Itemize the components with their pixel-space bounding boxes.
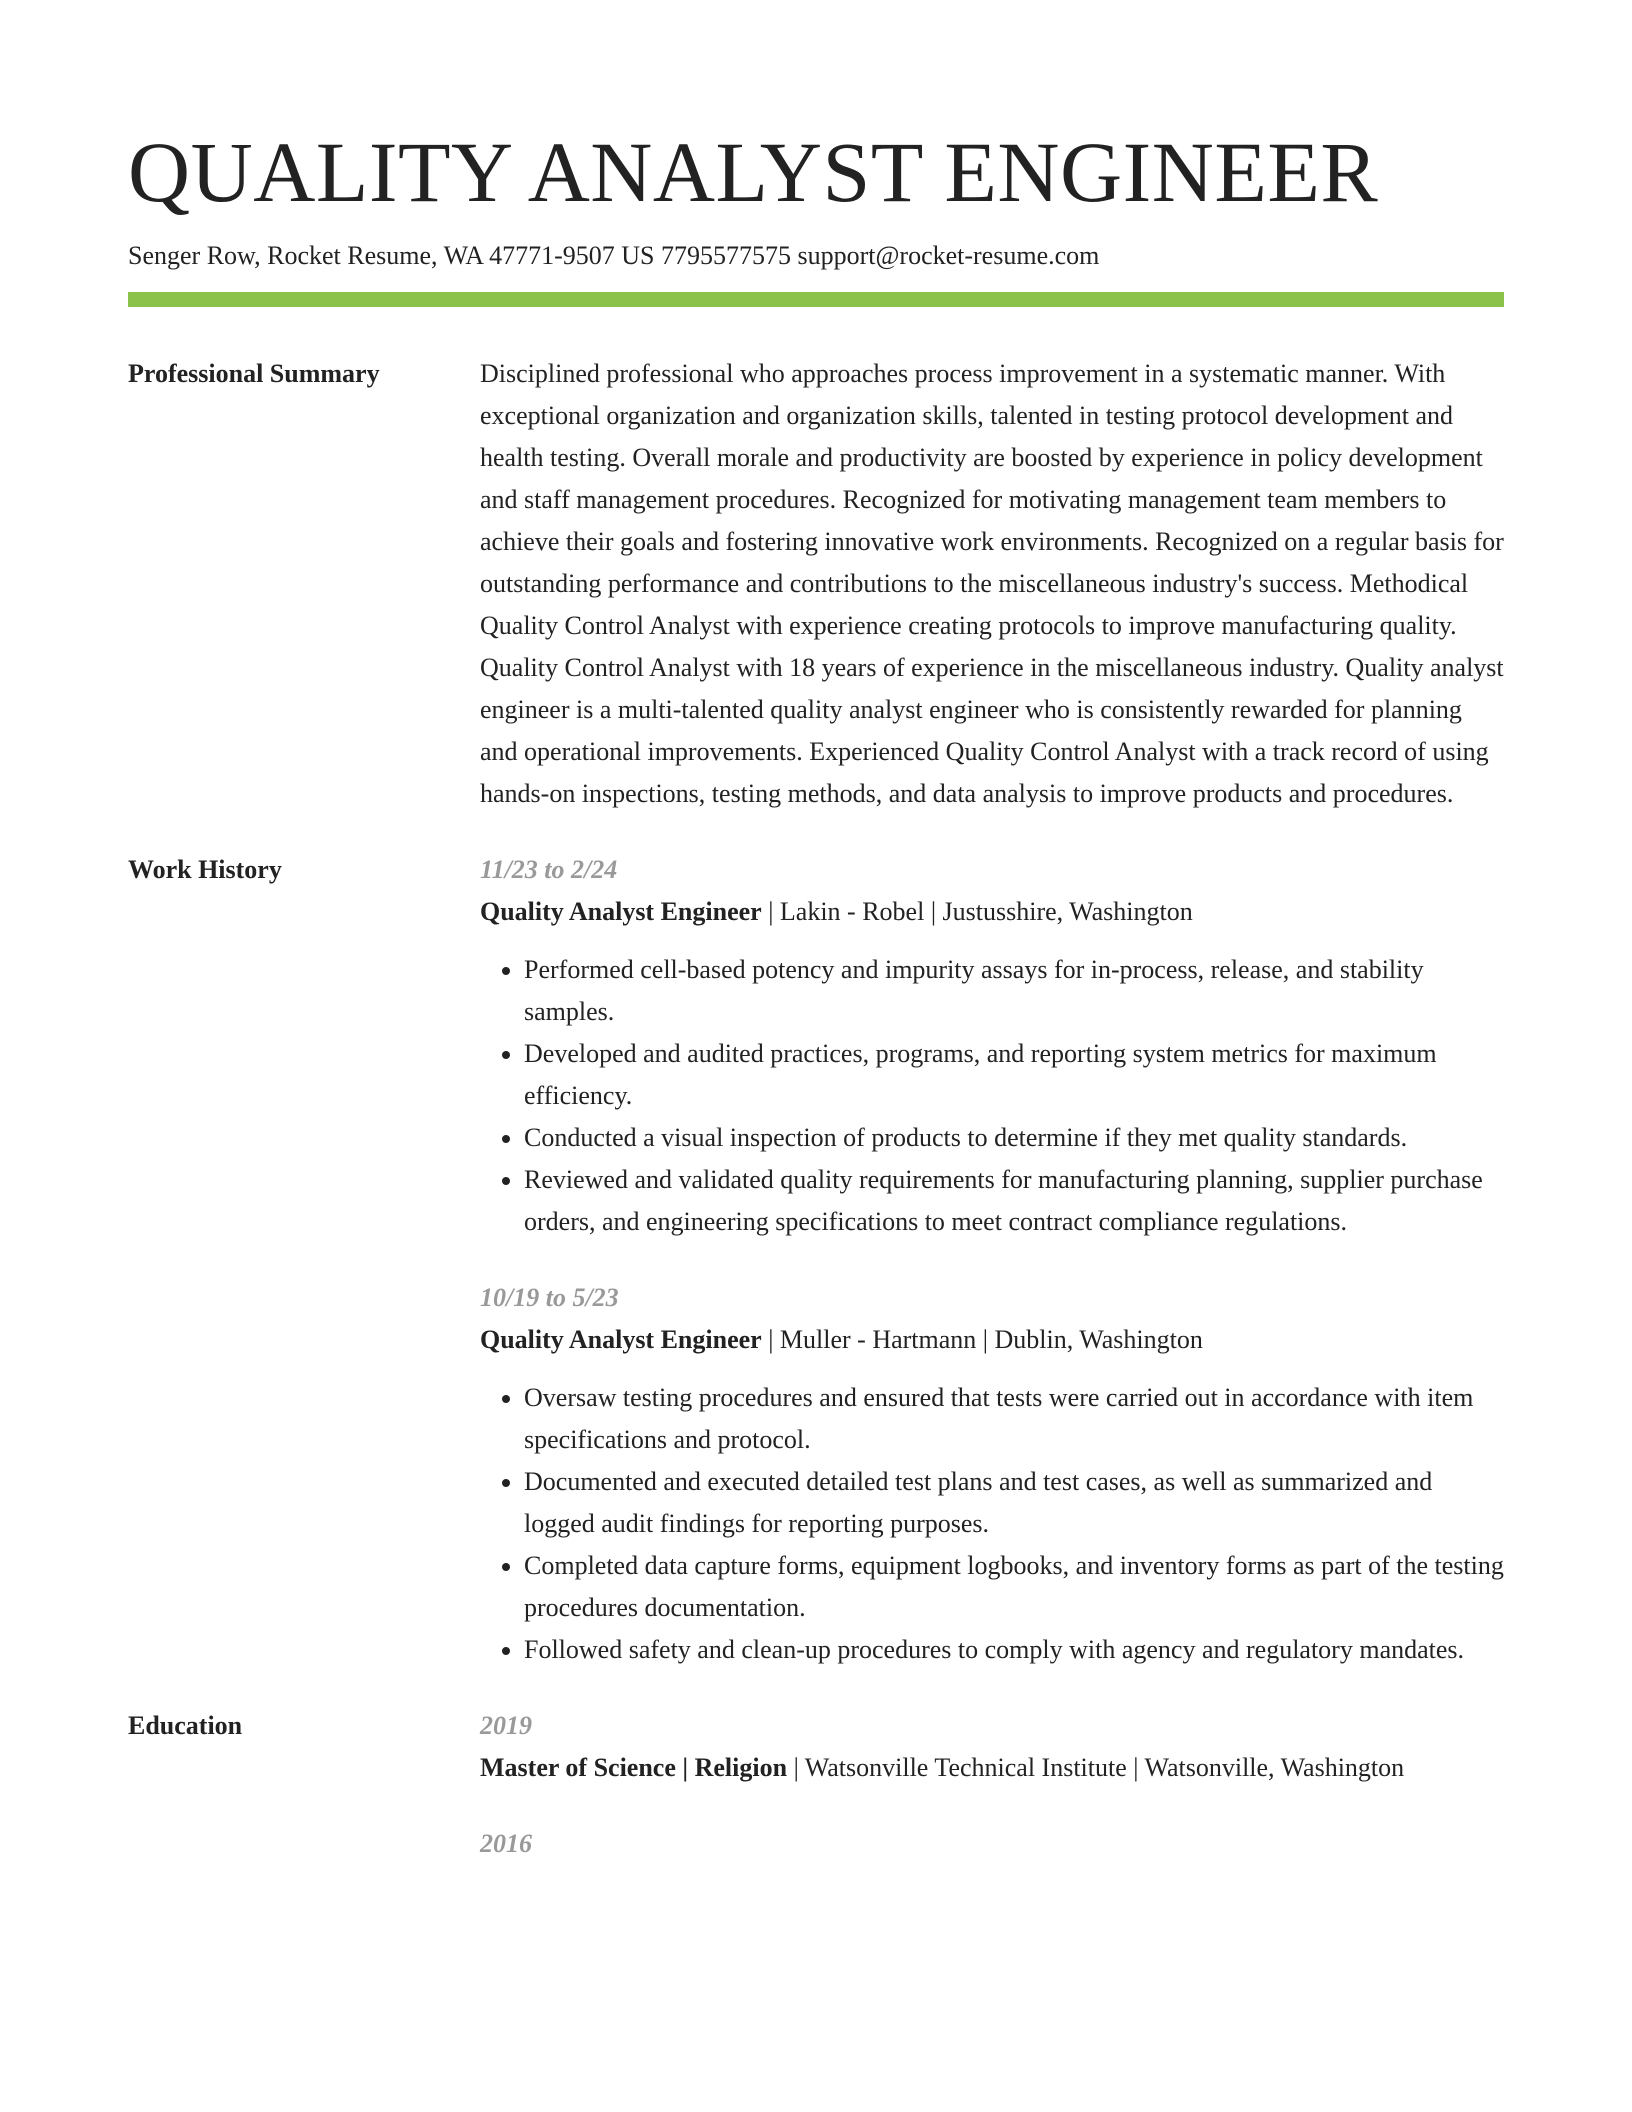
list-item: • Followed safety and clean-up procedures to comply with agency and regulatory mandates.: [524, 1629, 1504, 1671]
job-entry: [480, 849, 1504, 1243]
education-date: 2016: [480, 1829, 532, 1858]
job-title-line: [480, 891, 1504, 933]
list-item: • Documented and executed detailed test plans and test cases, as well as summarized and logged audit findings for reporting purposes.: [524, 1461, 1504, 1545]
job-entry: [480, 1277, 1504, 1671]
section-heading-summary: Professional Summary: [128, 359, 380, 388]
job-bullet-list: [480, 949, 1504, 1243]
summary-text: Disciplined professional who approaches process improvement in a systematic manner. With exceptional organization and organization skills, talented in testing protocol development and health testing. Overall morale and productivity are boosted by experience in policy development and staff management procedures. Recognized for motivating management team members to achieve their goals and fostering innovative work environments. Recognized on a regular basis for outstanding performance and contributions to the miscellaneous industry's success. Methodical Quality Control Analyst with experience creating protocols to improve manufacturing quality. Quality Control Analyst with 18 years of experience in the miscellaneous industry. Quality analyst engineer is a multi-talented quality analyst engineer who is consistently rewarded for planning and operational improvements. Experienced Quality Control Analyst with a track record of using hands-on inspections, testing methods, and data analysis to improve products and procedures.: [480, 359, 1504, 808]
education-entry: [480, 1823, 1504, 1865]
job-role: Quality Analyst Engineer: [480, 1325, 762, 1354]
job-role: Quality Analyst Engineer: [480, 897, 762, 926]
job-employer-location: | Muller - Hartmann | Dublin, Washington: [761, 1325, 1203, 1354]
education-section: [128, 1705, 1504, 1865]
resume-name: QUALITY ANALYST ENGINEER: [128, 124, 1379, 220]
education-date: 2019: [480, 1711, 532, 1740]
job-title-line: [480, 1319, 1504, 1361]
education-title-line: [480, 1747, 1504, 1789]
list-item: • Developed and audited practices, programs, and reporting system metrics for maximum efficiency.: [524, 1033, 1504, 1117]
job-employer-location: | Lakin - Robel | Justusshire, Washington: [761, 897, 1193, 926]
job-date: 10/19 to 5/23: [480, 1283, 619, 1312]
job-date: 11/23 to 2/24: [480, 855, 618, 884]
job-bullet-list: [480, 1377, 1504, 1671]
list-item: • Oversaw testing procedures and ensured that tests were carried out in accordance with item specifications and protocol.: [524, 1377, 1504, 1461]
summary-section: [128, 353, 1504, 815]
resume-page: [128, 120, 1504, 1865]
contact-line: Senger Row, Rocket Resume, WA 47771-9507 US 7795577575 support@rocket-resume.com: [128, 241, 1100, 270]
header-divider: [128, 292, 1504, 307]
list-item: • Reviewed and validated quality requirements for manufacturing planning, supplier purchase orders, and engineering specifications to meet contract compliance regulations.: [524, 1159, 1504, 1243]
list-item: • Conducted a visual inspection of products to determine if they met quality standards.: [524, 1117, 1504, 1159]
list-item: • Completed data capture forms, equipment logbooks, and inventory forms as part of the testing procedures documentation.: [524, 1545, 1504, 1629]
education-school-location: | Watsonville Technical Institute | Watsonville, Washington: [787, 1753, 1405, 1782]
education-degree: Master of Science | Religion: [480, 1753, 788, 1782]
list-item: • Performed cell-based potency and impurity assays for in-process, release, and stability samples.: [524, 949, 1504, 1033]
section-heading-education: Education: [128, 1711, 243, 1740]
section-heading-work-history: Work History: [128, 855, 282, 884]
work-history-section: [128, 849, 1504, 1671]
education-entry: [480, 1705, 1504, 1789]
